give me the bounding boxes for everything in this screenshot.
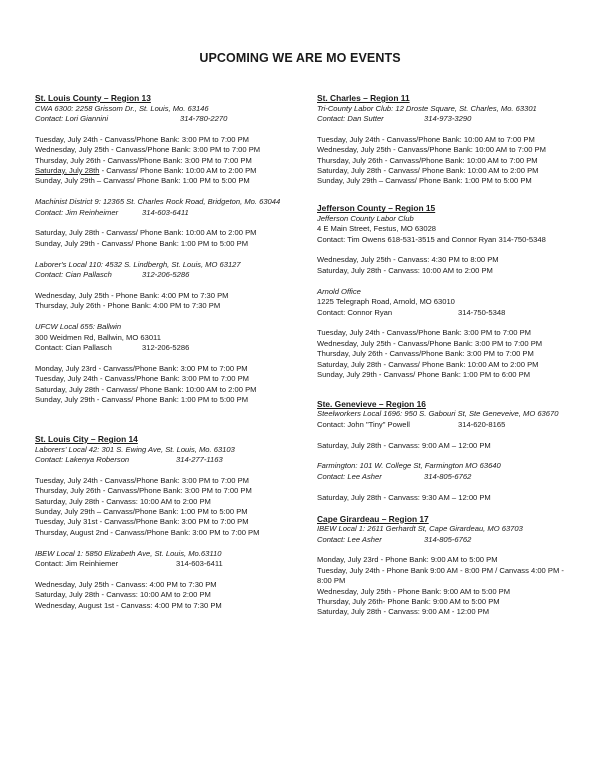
event-item: Sunday, July 29th – Canvass/ Phone Bank: 1:00 PM to 5:00 PM [35,176,250,186]
contact-row [317,535,579,545]
event-item: Thursday, July 26th- Phone Bank: 9:00 AM to 5:00 PM [317,596,500,606]
contact-phone: 314-805-6762 [424,471,472,481]
event-item: Thursday, July 26th - Canvass/Phone Bank: 3:00 PM to 7:00 PM [35,486,252,496]
event-item: Wednesday, July 25th - Phone Bank: 4:00 PM to 7:30 PM [35,291,229,300]
event-item: Thursday, July 26th - Canvass/Phone Bank: 10:00 AM to 7:00 PM [317,155,538,165]
contact-phone: 314-603-6411 [142,207,189,217]
event-item: Saturday, July 28th - Canvass: 10:00 AM to 2:00 PM [35,590,211,600]
event-item: Saturday, July 28th - Canvass/ Phone Bank: 10:00 AM to 2:00 PM [317,359,539,369]
event-item: Wednesday, July 25th - Phone Bank: 9:00 AM to 5:00 PM [317,586,511,596]
contact-phone: 314-973-3290 [424,113,472,123]
event-item: Thursday, July 26th - Canvass/Phone Bank: 3:00 PM to 7:00 PM [35,155,252,165]
org-machinist-district-9: Machinist District 9: 12365 St. Charles Rock Road, Bridgeton, Mo. 63044 [35,197,281,207]
contact-phone: 312-206-5286 [142,343,190,353]
event-list [35,476,297,538]
contact-row [35,559,297,569]
event-list [317,555,579,617]
org-steelworkers-local-1696: Steelworkers Local 1696: 950 S. Gabouri St, Ste Geneveive, MO 63670 [317,409,559,419]
event-item: Thursday, August 2nd - Canvass/Phone Bank: 3:00 PM to 7:00 PM [35,527,260,537]
section-title: St. Louis County – Region 13 [35,93,151,103]
org-laborers-local-110: Laborer's Local 110: 4532 S. Lindbergh, St. Louis, MO 63127 [35,259,241,269]
section-ste-genevieve [317,399,579,503]
event-item: Wednesday, July 25th - Canvass: 4:30 PM to 8:00 PM [317,255,499,265]
event-list [35,228,297,249]
event-item: Saturday, July 28th - Canvass/ Phone Bank: 10:00 AM to 2:00 PM [35,384,257,394]
contact-name: Contact: Lakenya Roberson [35,454,130,464]
event-item: Tuesday, July 24th - Canvass/Phone Bank: 3:00 PM to 7:00 PM [35,475,250,485]
event-list [317,493,579,503]
contact-phone: 314-277-1163 [176,454,223,464]
event-item: Saturday, July 28th - Canvass: 10:00 AM to 2:00 PM [35,496,211,506]
event-item: Sunday, July 29th – Canvass/ Phone Bank: 1:00 PM to 5:00 PM [317,176,532,186]
section-title: St. Charles – Region 11 [317,93,410,103]
event-list [317,135,579,187]
contact-phone: 314-805-6762 [424,534,472,544]
org-laborers-local-42: Laborers' Local 42: 301 S. Ewing Ave, St. Louis, Mo. 63103 [35,444,235,454]
contact-phone: 314-780-2270 [180,113,228,123]
event-item: Tuesday, July 24th - Canvass/Phone Bank: 3:00 PM to 7:00 PM [35,374,250,384]
page-title: UPCOMING WE ARE MO EVENTS [199,51,401,65]
event-item: Monday, July 23rd - Phone Bank: 9:00 AM to 5:00 PM [317,555,498,565]
event-item: Saturday, July 28th - Canvass: 9:00 AM – 12:00 PM [317,440,491,450]
event-list [35,580,297,611]
event-list [317,441,579,451]
event-item: Wednesday, July 25th - Canvass/Phone Bank: 3:00 PM to 7:00 PM [317,338,543,348]
org-farmington: Farmington: 101 W. College St, Farmington MO 63640 [317,461,501,471]
org-cwa-6300: CWA 6300: 2258 Grissom Dr., St. Louis, Mo. 63146 [35,103,209,113]
org-ibew-local-1-cape: IBEW Local 1: 2611 Gerhardt St, Cape Girardeau, MO 63703 [317,524,523,534]
org-arnold-office: Arnold Office [317,286,361,296]
event-list [35,135,297,187]
event-item: Wednesday, July 25th - Canvass/Phone Bank: 3:00 PM to 7:00 PM [35,145,261,155]
event-item: Saturday, July 28th - Canvass/ Phone Bank: 10:00 AM to 2:00 PM [35,228,257,238]
contact-phone: 314-620-8165 [458,419,506,429]
contact-row [317,420,579,430]
section-title: St. Louis City – Region 14 [35,434,138,445]
org-jefferson-county-labor-club: Jefferson County Labor Club [317,213,414,223]
section-title: Cape Girardeau – Region 17 [317,513,429,524]
event-item: Wednesday, July 25th - Canvass: 4:00 PM to 7:30 PM [35,579,217,589]
contact-name: Contact: Cian Pallasch [35,343,112,353]
section-st-charles [317,93,579,187]
event-item: Saturday, July 28th - Canvass/ Phone Bank: 10:00 AM to 2:00 PM [317,165,539,175]
section-jefferson-county [317,203,579,380]
section-title: Jefferson County – Region 15 [317,203,436,214]
event-item: Sunday, July 29th – Canvass/Phone Bank: 1:00 PM to 5:00 PM [35,507,248,516]
event-item: Tuesday, July 24th - Canvass/Phone Bank: 10:00 AM to 7:00 PM [317,134,535,144]
event-list [35,364,297,406]
section-st-louis-county [35,93,297,406]
event-item: Monday, July 23rd - Canvass/Phone Bank: 3:00 PM to 7:00 PM [35,363,248,373]
event-item: Tuesday, July 24th - Canvass/Phone Bank: 3:00 PM to 7:00 PM [35,134,250,144]
contact-row [35,114,297,124]
contact-name: Contact: Jim Reinhiemer [35,559,119,569]
event-item: Saturday, July 28th - Canvass: 10:00 AM to 2:00 PM [317,265,493,275]
section-cape-girardeau [317,514,579,618]
contact-row [35,455,297,465]
contact-row [317,114,579,124]
contact-row [35,208,297,218]
org-address: 300 Weidmen Rd, Ballwin, MO 63011 [35,332,161,342]
contact-name: Contact: Dan Sutter [317,113,384,123]
event-item: Sunday, July 29th - Canvass/ Phone Bank: 1:00 PM to 5:00 PM [35,238,249,248]
event-detail: - Canvass/ Phone Bank: 10:00 AM to 2:00 PM [99,165,257,175]
contact-phone: 314-603-6411 [176,559,223,569]
section-st-louis-city [35,434,297,611]
left-column [35,93,297,622]
event-item: Thursday, July 26th - Canvass/Phone Bank: 3:00 PM to 7:00 PM [317,349,534,359]
event-item: Tuesday, July 31st - Canvass/Phone Bank: 3:00 PM to 7:00 PM [35,517,249,527]
event-item: 8:00 PM [317,576,346,586]
org-address: 1225 Telegraph Road, Arnold, MO 63010 [317,297,455,307]
right-column [317,93,579,628]
contact-row [35,343,297,353]
org-address: 4 E Main Street, Festus, MO 63028 [317,224,437,234]
event-item: Sunday, July 29th - Canvass/ Phone Bank: 1:00 PM to 5:00 PM [35,395,249,405]
contact-phone: 312-206-5286 [142,270,190,280]
contact-row [317,472,579,482]
org-ufcw-local-655: UFCW Local 655: Ballwin [35,322,122,332]
contact-row: Contact: Tim Owens 618-531-3515 and Connor Ryan 314-750-5348 [317,234,546,244]
org-tri-county-labor-club: Tri-County Labor Club: 12 Droste Square, St. Charles, Mo. 63301 [317,103,537,113]
contact-phone: 314-750-5348 [458,307,506,317]
event-date-underlined: Saturday, July 28th [35,165,100,175]
event-item: Wednesday, July 25th - Canvass/Phone Bank: 10:00 AM to 7:00 PM [317,145,546,155]
contact-name: Contact: Lee Asher [317,534,382,544]
contact-row [35,270,297,280]
event-item: Tuesday, July 24th - Phone Bank 9:00 AM - 8:00 PM / Canvass 4:00 PM - [317,565,564,575]
contact-name: Contact: Cian Pallasch [35,270,112,280]
event-item: Saturday, July 28th - Canvass: 9:00 AM - 12:00 PM [317,607,490,617]
event-list [317,255,579,276]
event-item: Saturday, July 28th - Canvass: 9:30 AM – 12:00 PM [317,492,491,502]
event-item: Thursday, July 26th - Phone Bank: 4:00 PM to 7:30 PM [35,301,221,311]
contact-name: Contact: Jim Reinheimer [35,207,119,217]
org-ibew-local-1: IBEW Local 1: 5850 Elizabeth Ave, St. Louis, Mo.63110 [35,548,222,558]
contact-name: Contact: Connor Ryan [317,307,393,317]
event-item: Sunday, July 29th - Canvass/ Phone Bank: 1:00 PM to 6:00 PM [317,369,531,379]
contact-name: Contact: Lee Asher [317,471,382,481]
contact-name: Contact: John "Tiny" Powell [317,419,410,429]
event-item [35,166,297,176]
event-item: Tuesday, July 24th - Canvass/Phone Bank: 3:00 PM to 7:00 PM [317,328,532,338]
event-item: Wednesday, August 1st - Canvass: 4:00 PM to 7:30 PM [35,600,222,610]
contact-row [317,308,579,318]
contact-name: Contact: Lori Giannini [35,113,109,123]
section-title: Ste. Genevieve – Region 16 [317,398,426,409]
event-list [317,328,579,380]
event-list [35,291,297,312]
